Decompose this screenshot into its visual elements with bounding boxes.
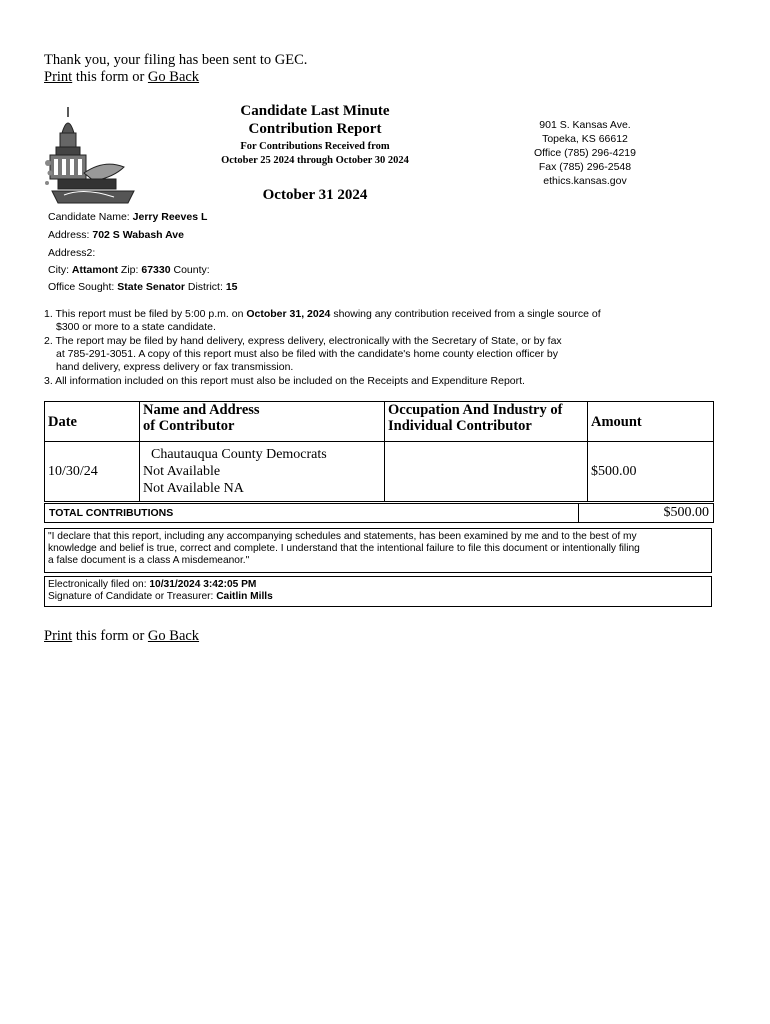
row-contributor xyxy=(140,442,385,502)
nav-links-top xyxy=(44,69,199,86)
instruction-1-pre: 1. This report must be filed by 5:00 p.m. on xyxy=(44,308,244,320)
col-header-name-l2: of Contributor xyxy=(143,418,235,434)
col-header-amount: Amount xyxy=(588,402,714,442)
candidate-city-label: City: xyxy=(48,264,69,276)
declaration-line1: "I declare that this report, including any accompanying schedules and statements, has been examined by me and to the best of my xyxy=(48,531,637,542)
office-sought: State Senator xyxy=(117,281,185,293)
candidate-address: 702 S Wabash Ave xyxy=(92,229,184,241)
candidate-zip-label: Zip: xyxy=(120,264,139,276)
office-sought-label: Office Sought: xyxy=(48,281,115,293)
district-label: District: xyxy=(187,281,223,293)
signature-label: Signature of Candidate or Treasurer: xyxy=(48,591,214,602)
row-occupation xyxy=(385,442,588,502)
candidate-city: Attamont xyxy=(71,264,118,276)
office-fax: Fax (785) 296-2548 xyxy=(538,161,632,173)
filed-on-label: Electronically filed on: xyxy=(48,579,147,590)
signature-value: Caitlin Mills xyxy=(216,591,273,602)
table-row xyxy=(45,442,714,502)
row-contributor-address2: Not Available NA xyxy=(143,481,244,496)
row-amount: $500.00 xyxy=(588,442,714,502)
candidate-address2-line xyxy=(48,247,95,259)
col-header-name xyxy=(140,402,385,442)
report-title-line2: Contribution Report xyxy=(248,121,382,137)
totals-table xyxy=(44,503,714,523)
signature-line xyxy=(48,591,708,603)
candidate-address-label: Address: xyxy=(48,229,90,241)
col-header-name-l1: Name and Address xyxy=(143,402,260,418)
report-range-line2: October 25 2024 through October 30 2024 xyxy=(221,155,409,166)
district: 15 xyxy=(225,281,238,293)
report-date: October 31 2024 xyxy=(262,187,368,203)
candidate-name: Jerry Reeves L xyxy=(132,211,208,223)
capitol-seal-logo xyxy=(44,103,140,207)
instruction-2-line1: 2. The report may be filed by hand delivery, express delivery, electronically with the Secretary of State, or by fax xyxy=(44,335,562,347)
candidate-zip: 67330 xyxy=(141,264,171,276)
office-street: 901 S. Kansas Ave. xyxy=(539,119,631,131)
office-web: ethics.kansas.gov xyxy=(543,175,627,187)
candidate-name-line xyxy=(48,211,207,223)
table-header-row xyxy=(45,402,714,442)
candidate-county-label: County: xyxy=(173,264,210,276)
instruction-3: 3. All information included on this report must also be included on the Receipts and Expenditure Report. xyxy=(44,375,525,387)
col-header-occupation xyxy=(385,402,588,442)
nav-middle-text: this form or xyxy=(75,69,145,85)
candidate-name-label: Candidate Name: xyxy=(48,211,130,223)
candidate-address-line xyxy=(48,229,184,241)
instruction-1-date: October 31, 2024 xyxy=(246,308,331,320)
nav-links-bottom xyxy=(44,628,199,645)
filed-on-value: 10/31/2024 3:42:05 PM xyxy=(149,579,257,590)
office-phone: Office (785) 296-4219 xyxy=(534,147,636,159)
candidate-city-line xyxy=(48,264,210,276)
instruction-2-line2: at 785-291-3051. A copy of this report must also be filed with the candidate's home county election officer by xyxy=(56,348,559,360)
candidate-address2-label: Address2: xyxy=(48,247,96,259)
print-link-bottom[interactable]: Print xyxy=(44,628,73,644)
total-value: $500.00 xyxy=(579,504,714,523)
nav-middle-text-bottom: this form or xyxy=(75,628,145,644)
totals-row xyxy=(45,504,714,523)
print-link[interactable]: Print xyxy=(44,69,73,85)
office-city: Topeka, KS 66612 xyxy=(542,133,628,145)
instruction-1 xyxy=(44,308,684,320)
declaration-box xyxy=(44,528,712,573)
row-date: 10/30/24 xyxy=(45,442,140,502)
go-back-link-bottom[interactable]: Go Back xyxy=(147,628,200,644)
col-header-date: Date xyxy=(45,402,140,442)
candidate-office-line xyxy=(48,281,238,293)
declaration-line2: knowledge and belief is true, correct and complete. I understand that the intentional failure to file this document or intentionally filing xyxy=(48,543,640,554)
instruction-1-cont: $300 or more to a state candidate. xyxy=(56,321,216,333)
instruction-1-post: showing any contribution received from a single source of xyxy=(333,308,601,320)
total-label: TOTAL CONTRIBUTIONS xyxy=(45,504,579,523)
filing-box xyxy=(44,576,712,607)
contributions-table xyxy=(44,401,714,502)
instruction-2-line3: hand delivery, express delivery or fax transmission. xyxy=(56,361,294,373)
col-header-occ-l1: Occupation And Industry of xyxy=(388,402,563,418)
declaration-line3: a false document is a class A misdemeanor." xyxy=(48,555,250,566)
report-title-line1: Candidate Last Minute xyxy=(240,103,390,119)
col-header-occ-l2: Individual Contributor xyxy=(388,418,532,434)
confirmation-message: Thank you, your filing has been sent to GEC. xyxy=(44,52,308,68)
go-back-link[interactable]: Go Back xyxy=(147,69,200,85)
report-range-line1: For Contributions Received from xyxy=(240,141,390,152)
row-contributor-name: Chautauqua County Democrats xyxy=(151,447,327,462)
row-contributor-address1: Not Available xyxy=(143,464,221,479)
filed-on-line xyxy=(48,579,708,591)
